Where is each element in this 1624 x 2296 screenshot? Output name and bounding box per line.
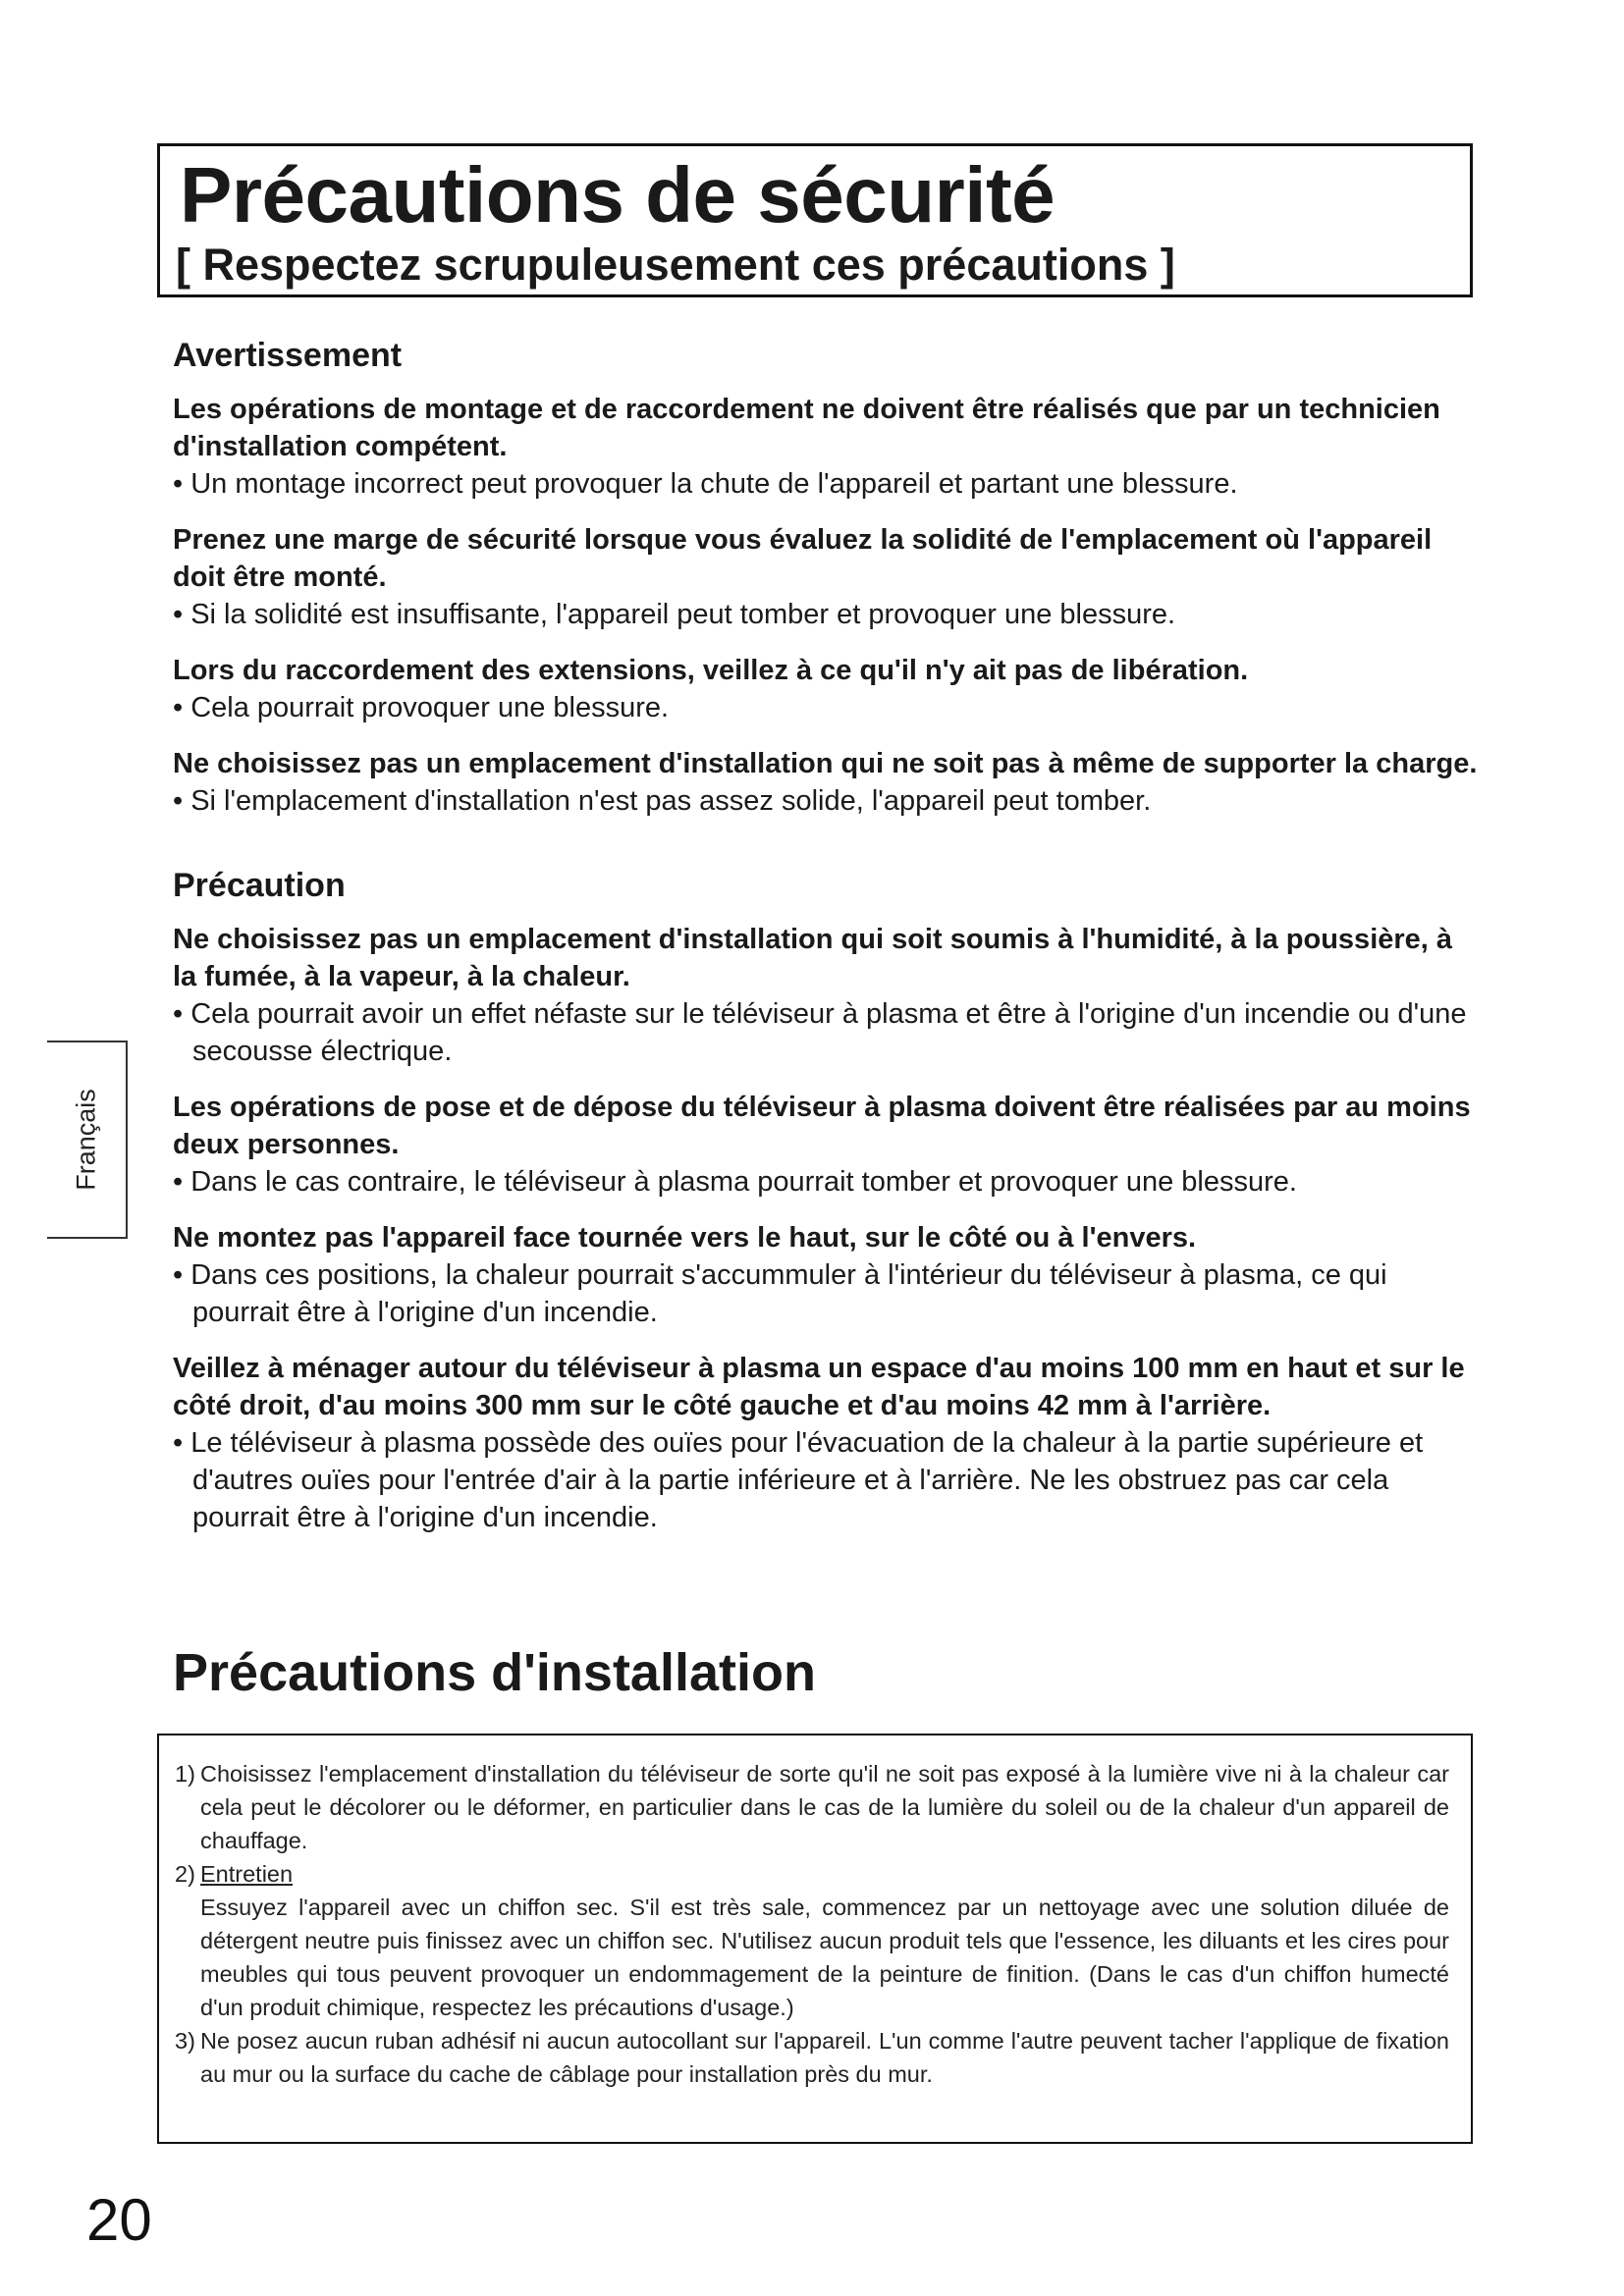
installation-box (157, 1734, 1473, 2144)
warning-item (173, 391, 1479, 503)
caution-item-bullet: • Dans ces positions, la chaleur pourrait s'accummuler à l'intérieur du téléviseur à plasma, ce qui pourrait être à l'origine d'un incendie. (173, 1256, 1479, 1331)
caution-item-title: Ne choisissez pas un emplacement d'installation qui soit soumis à l'humidité, à la poussière, à la fumée, à la vapeur, à la chaleur. (173, 924, 1453, 993)
page-number: 20 (86, 2187, 152, 2253)
caution-item-bullet: • Cela pourrait avoir un effet néfaste sur le téléviseur à plasma et être à l'origine d'un incendie ou d'une secousse électrique. (173, 995, 1479, 1070)
caution-item (173, 1350, 1479, 1536)
installation-item-label: Entretien (200, 1861, 294, 1887)
installation-item (175, 2024, 1449, 2091)
warning-item-title: Les opérations de montage et de raccordement ne doivent être réalisés que par un technicien d'installation compétent. (173, 394, 1440, 463)
caution-item-title: Ne montez pas l'appareil face tournée vers le haut, sur le côté ou à l'envers. (173, 1222, 1197, 1255)
installation-item-text: Choisissez l'emplacement d'installation du téléviseur de sorte qu'il ne soit pas exposé à la lumière vive ni à la chaleur car cela peut le décolorer ou le déformer, en particulier dans le cas de la lumière du soleil ou de la chaleur d'un appareil de chauffage. (200, 1761, 1449, 1853)
page-subtitle: [ Respectez scrupuleusement ces précautions ] (176, 240, 1175, 290)
caution-item-title: Veillez à ménager autour du téléviseur à plasma un espace d'au moins 100 mm en haut et sur le côté droit, d'au moins 300 mm sur le côté gauche et d'au moins 42 mm à l'arrière. (173, 1353, 1465, 1422)
installation-item-number: 3) (175, 2028, 195, 2054)
warning-item (173, 652, 1479, 726)
caution-item-bullet: • Dans le cas contraire, le téléviseur à plasma pourrait tomber et provoquer une blessure. (173, 1163, 1479, 1201)
warning-item-title: Prenez une marge de sécurité lorsque vous évaluez la solidité de l'emplacement où l'appareil doit être monté. (173, 524, 1433, 594)
warning-item-bullet: • Si la solidité est insuffisante, l'appareil peut tomber et provoquer une blessure. (173, 596, 1479, 633)
page-title: Précautions de sécurité (180, 151, 1056, 239)
installation-item-number: 2) (175, 1861, 195, 1887)
warning-heading: Avertissement (173, 337, 403, 374)
caution-item (173, 1219, 1479, 1331)
warning-item-title: Ne choisissez pas un emplacement d'installation qui ne soit pas à même de supporter la charge. (173, 748, 1478, 780)
warning-item (173, 745, 1479, 820)
warning-item-bullet: • Un montage incorrect peut provoquer la chute de l'appareil et partant une blessure. (173, 465, 1479, 503)
installation-item-text: Essuyez l'appareil avec un chiffon sec. S'il est très sale, commencez par un nettoyage avec une solution diluée de détergent neutre puis finissez avec un chiffon sec. N'utilisez aucun produit tels que l'essence, les diluants et les cires pour meubles qui tous peuvent provoquer un endommagement de la peinture de finition. (Dans le cas d'un chiffon humecté d'un produit chimique, respectez les précautions d'usage.) (200, 1895, 1449, 2020)
warning-item-bullet: • Si l'emplacement d'installation n'est pas assez solide, l'appareil peut tomber. (173, 782, 1479, 820)
caution-heading: Précaution (173, 867, 346, 905)
installation-item (175, 1857, 1449, 1891)
title-box (157, 143, 1473, 297)
installation-heading: Précautions d'installation (173, 1643, 816, 1702)
caution-item (173, 1089, 1479, 1201)
language-side-tab (47, 1041, 128, 1239)
warning-item-title: Lors du raccordement des extensions, veillez à ce qu'il n'y ait pas de libération. (173, 655, 1249, 687)
language-label: Français (71, 1089, 101, 1191)
installation-item (175, 1757, 1449, 1857)
caution-item-bullet: • Le téléviseur à plasma possède des ouïes pour l'évacuation de la chaleur à la partie supérieure et d'autres ouïes pour l'entrée d'air à la partie inférieure et à l'arrière. Ne les obstruez pas car cela pourrait être à l'origine d'un incendie. (173, 1424, 1479, 1536)
warning-item (173, 521, 1479, 633)
warning-item-bullet: • Cela pourrait provoquer une blessure. (173, 689, 1479, 726)
installation-item-number: 1) (175, 1761, 195, 1787)
caution-item-title: Les opérations de pose et de dépose du téléviseur à plasma doivent être réalisées par au moins deux personnes. (173, 1092, 1471, 1161)
installation-item-text: Ne posez aucun ruban adhésif ni aucun autocollant sur l'appareil. L'un comme l'autre peuvent tacher l'applique de fixation au mur ou la surface du cache de câblage pour installation près du mur. (200, 2028, 1449, 2087)
safety-content (173, 324, 1479, 1555)
caution-item (173, 921, 1479, 1070)
